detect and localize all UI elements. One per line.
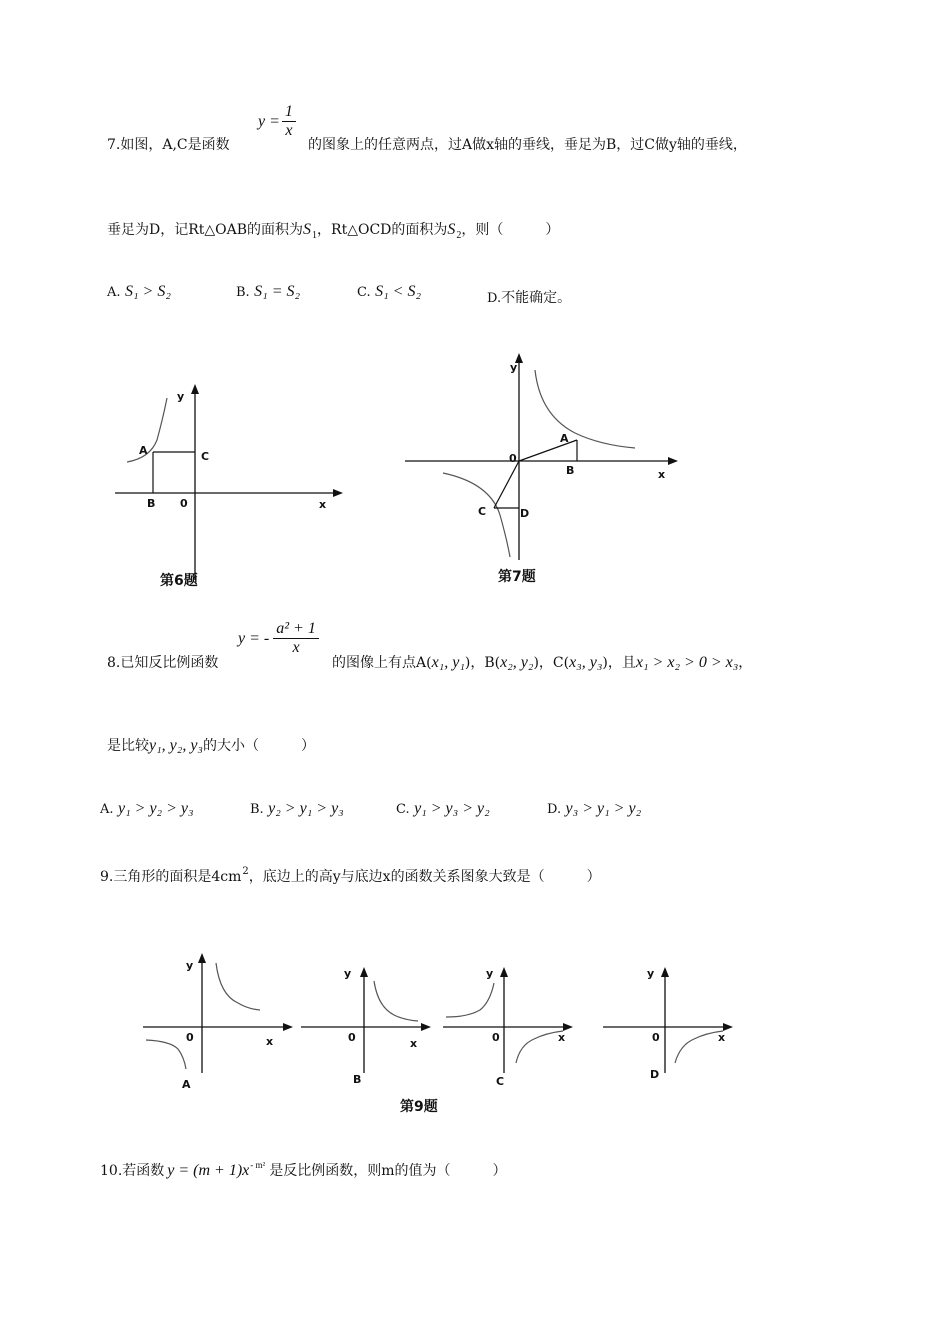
fig7-curve-q1 <box>535 370 635 448</box>
q7-text2a: 垂足为D，记Rt△OAB的面积为 <box>107 222 304 238</box>
fig6-x-arrow <box>333 489 343 497</box>
q8-point-a: x₁, y₁ <box>431 654 465 671</box>
q10-number: 10. <box>100 1163 123 1179</box>
q7-function <box>258 103 296 140</box>
fig9-a-label-x: x <box>266 1035 274 1048</box>
q9-text-b: ，底边上的高y与底边x的函数关系图象大致是（ ） <box>248 869 601 885</box>
q10-exponent: - m² <box>250 1160 266 1170</box>
fig9-c-label-x: x <box>558 1031 566 1044</box>
fig9-b-label-y: y <box>344 967 352 980</box>
q7-option-a[interactable]: A. S₁ > S₂ <box>107 283 171 300</box>
q7-option-c[interactable]: C. S₁ < S₂ <box>357 283 421 300</box>
q10-text: 是反比例函数，则m的值为（ ） <box>269 1163 507 1179</box>
fig7-label-a: A <box>560 432 569 445</box>
fig9-a-label-letter: A <box>182 1078 191 1091</box>
fig9-graph-b <box>301 967 431 1086</box>
q8-line1-rest: 的图像上有点A(x₁, y₁)，B(x₂, y₂)，C(x₃, y₃)，且x₁ > x₂ > 0 > x₃， <box>332 654 753 671</box>
q7-func-denominator: x <box>285 122 293 139</box>
fig9-c-label-letter: C <box>496 1075 505 1088</box>
fig6-caption: 第6题 <box>160 573 198 589</box>
q8-intro: 已知反比例函数 <box>120 655 219 671</box>
q8-func-denominator: x <box>292 639 300 656</box>
q8-vars: y₁, y₂, y₃ <box>149 737 203 754</box>
q8-line2: 是比较y₁, y₂, y₃的大小（ ） <box>107 737 315 754</box>
figure-7 <box>400 345 690 590</box>
fig6-label-a: A <box>139 444 148 457</box>
q7-s1: $S_1$ <box>303 221 318 241</box>
fig9-c-label-y: y <box>486 967 494 980</box>
fig9-d-label-letter: D <box>650 1068 660 1081</box>
fig7-label-x: x <box>658 468 666 481</box>
q8-condition: x₁ > x₂ > 0 > x₃ <box>635 654 739 671</box>
fig9-c-curve-q2 <box>446 983 494 1017</box>
fig7-label-b: B <box>566 464 575 477</box>
fig7-x-arrow <box>668 457 678 465</box>
fig7-label-y: y <box>510 361 518 374</box>
q8-number: 8. <box>107 655 121 671</box>
q7-option-b[interactable]: B. S₁ = S₂ <box>236 283 301 300</box>
fig9-d-label-x: x <box>718 1031 726 1044</box>
q8-line1-start <box>107 652 218 672</box>
q8-point-c: x₃, y₃ <box>569 654 603 671</box>
fig9-graph-d <box>603 967 733 1081</box>
fig9-caption: 第9题 <box>400 1099 438 1115</box>
fig6-label-o: 0 <box>180 497 188 510</box>
q7-text1: 的图象上的任意两点，过A做x轴的垂线，垂足为B，过C做y轴的垂线， <box>308 137 747 153</box>
fig6-label-c: C <box>201 450 210 463</box>
q7-s2: $S_2$ <box>447 221 462 241</box>
q7-line1 <box>107 134 230 154</box>
q8-point-b: x₂, y₂ <box>500 654 534 671</box>
question-10 <box>100 1160 507 1180</box>
fig9-a-label-o: 0 <box>186 1031 194 1044</box>
fig9-d-curve <box>675 1031 726 1063</box>
fig7-label-c: C <box>478 505 487 518</box>
fig9-a-curve-q1 <box>216 963 260 1010</box>
q8-func-lhs: y = - <box>238 629 270 647</box>
question-9 <box>100 866 601 886</box>
q7-option-d[interactable]: D.不能确定。 <box>487 290 572 306</box>
fig9-a-curve-q3 <box>146 1040 186 1069</box>
figure-6 <box>105 370 355 600</box>
fig9-graph-a <box>143 953 293 1091</box>
q8-func-numerator: a² + 1 <box>273 620 319 639</box>
fig9-b-label-letter: B <box>353 1073 362 1086</box>
q8-function <box>238 620 319 657</box>
fig9-b-label-o: 0 <box>348 1031 356 1044</box>
q7-func-numerator: 1 <box>282 103 296 122</box>
fig6-label-y: y <box>177 390 185 403</box>
q10-intro: 若函数 <box>122 1163 165 1179</box>
fig9-d-label-y: y <box>647 967 655 980</box>
fig7-caption: 第7题 <box>498 569 536 585</box>
q7-func-lhs: y = <box>258 112 280 130</box>
q9-text-a: 三角形的面积是4cm <box>113 869 242 885</box>
q10-function: y = (m + 1)x <box>167 1162 250 1179</box>
fig9-b-curve <box>374 981 418 1021</box>
q9-number: 9. <box>100 869 114 885</box>
q8-option-a[interactable]: A. y₁ > y₂ > y₃ <box>100 800 194 817</box>
q7-text2c: ，则（ ） <box>461 222 560 238</box>
q7-intro: 如图，A,C是函数 <box>120 137 230 153</box>
fig9-a-label-y: y <box>186 959 194 972</box>
q7-line2 <box>107 219 559 239</box>
fig7-label-o: 0 <box>509 452 517 465</box>
fig6-label-b: B <box>147 497 156 510</box>
fig7-segment-oc <box>494 461 519 508</box>
fig9-b-label-x: x <box>410 1037 418 1050</box>
q9-superscript: 2 <box>242 866 249 877</box>
fig9-c-curve-q4 <box>516 1031 566 1063</box>
fig9-c-label-o: 0 <box>492 1031 500 1044</box>
fig9-d-label-o: 0 <box>652 1031 660 1044</box>
q7-text2b: ，Rt△OCD的面积为 <box>317 222 448 238</box>
q8-option-b[interactable]: B. y₂ > y₁ > y₃ <box>250 800 344 817</box>
fig7-curve-q3 <box>443 473 510 557</box>
fig6-label-x: x <box>319 498 327 511</box>
figure-9 <box>138 945 748 1095</box>
q8-option-d[interactable]: D. y₃ > y₁ > y₂ <box>547 800 642 817</box>
fig7-label-d: D <box>520 507 530 520</box>
fig6-y-arrow <box>191 384 199 394</box>
q8-option-c[interactable]: C. y₁ > y₃ > y₂ <box>396 800 490 817</box>
q7-number: 7. <box>107 137 121 153</box>
fig9-graph-c <box>443 967 573 1088</box>
